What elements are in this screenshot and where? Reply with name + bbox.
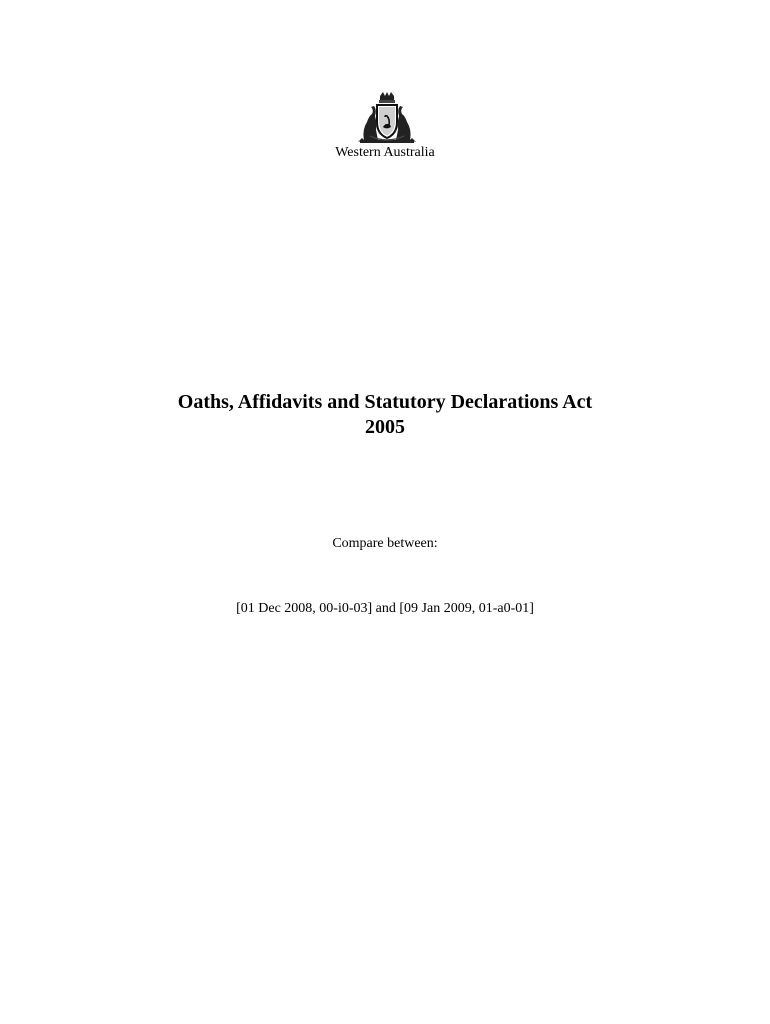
act-title-year: 2005 bbox=[365, 416, 405, 438]
compare-range: [01 Dec 2008, 00-i0-03] and [09 Jan 2009, 01-a0-01] bbox=[236, 601, 534, 616]
coat-of-arms-icon bbox=[356, 92, 418, 144]
act-title-line1: Oaths, Affidavits and Statutory Declarations Act bbox=[177, 391, 593, 413]
act-title bbox=[100, 390, 670, 440]
jurisdiction-label: Western Australia bbox=[335, 145, 435, 160]
compare-label: Compare between: bbox=[332, 536, 438, 551]
